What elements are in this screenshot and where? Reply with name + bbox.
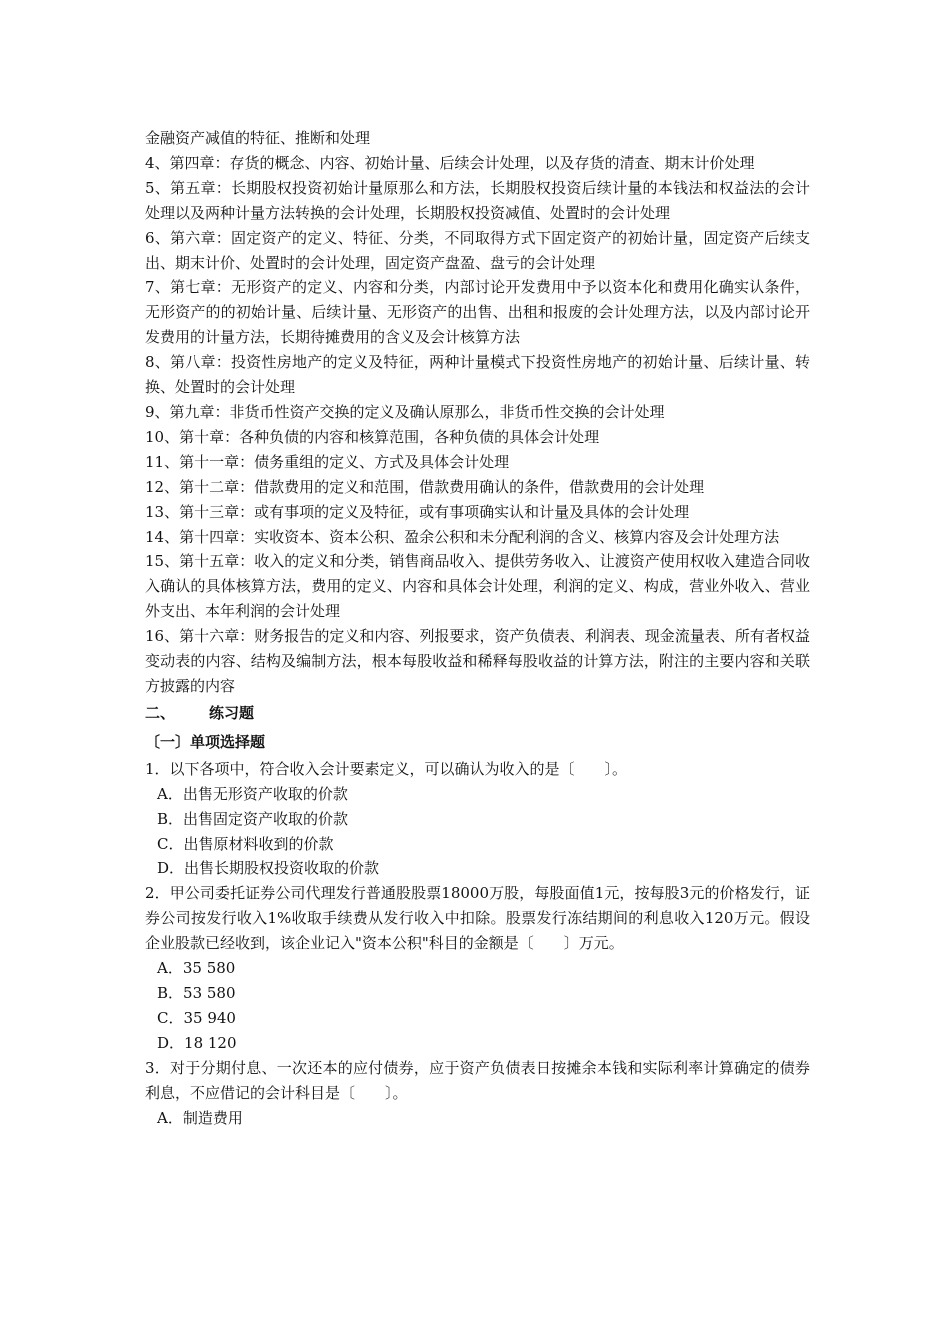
chapter-item: 14、第十四章：实收资本、资本公积、盈余公积和未分配利润的含义、核算内容及会计处理方法 xyxy=(145,527,780,546)
question-3 xyxy=(145,1056,810,1131)
section-number: 二、 xyxy=(145,703,176,722)
answer-option: D．18 120 xyxy=(157,1033,237,1052)
section-heading xyxy=(145,699,810,727)
question-2 xyxy=(145,881,810,1055)
chapter-item: 11、第十一章：债务重组的定义、方式及具体会计处理 xyxy=(145,452,510,471)
answer-option: B．出售固定资产收取的价款 xyxy=(157,809,349,828)
question-1 xyxy=(145,757,810,882)
section-title: 练习题 xyxy=(209,703,255,722)
chapter-item: 12、第十二章：借款费用的定义和范围，借款费用确认的条件，借款费用的会计处理 xyxy=(145,477,705,496)
document-page xyxy=(145,126,810,1130)
answer-option: D．出售长期股权投资收取的价款 xyxy=(157,859,380,878)
question-stem: 2．甲公司委托证券公司代理发行普通股股票18000万股，每股面值1元，按每股3元的价格发行，证券公司按发行收入1%收取手续费从发行收入中扣除。股票发行冻结期间的利息收入120万元。假设企业股款已经收到，该企业记入"资本公积"科目的金额是〔 〕万元。 xyxy=(145,884,810,953)
chapter-item: 9、第九章：非货币性资产交换的定义及确认原那么，非货币性交换的会计处理 xyxy=(145,402,665,421)
question-stem: 3．对于分期付息、一次还本的应付债券，应于资产负债表日按摊余本钱和实际利率计算确定的债券利息，不应借记的会计科目是〔 〕。 xyxy=(145,1058,810,1102)
chapter-item: 6、第六章：固定资产的定义、特征、分类，不同取得方式下固定资产的初始计量，固定资产后续支出、期末计价、处置时的会计处理，固定资产盘盈、盘亏的会计处理 xyxy=(145,228,810,272)
chapter-item: 13、第十三章：或有事项的定义及特征，或有事项确实认和计量及具体的会计处理 xyxy=(145,502,690,521)
answer-option: C．35 940 xyxy=(157,1008,236,1027)
subsection-heading: 〔一〕单项选择题 xyxy=(145,732,266,751)
chapter-list xyxy=(145,151,810,699)
answer-option: A．出售无形资产收取的价款 xyxy=(157,784,348,803)
answer-option: C．出售原材料收到的价款 xyxy=(157,834,334,853)
intro-tail: 金融资产减值的特征、推断和处理 xyxy=(145,129,371,147)
chapter-item: 5、第五章：长期股权投资初始计量原那么和方法，长期股权投资后续计量的本钱法和权益法的会计处理以及两种计量方法转换的会计处理，长期股权投资减值、处置时的会计处理 xyxy=(145,178,810,222)
answer-option: A．制造费用 xyxy=(157,1108,243,1127)
chapter-item: 4、第四章：存货的概念、内容、初始计量、后续会计处理，以及存货的清查、期末计价处理 xyxy=(145,153,755,172)
question-stem: 1．以下各项中，符合收入会计要素定义，可以确认为收入的是〔 〕。 xyxy=(145,759,628,778)
chapter-item: 8、第八章：投资性房地产的定义及特征，两种计量模式下投资性房地产的初始计量、后续计量、转换、处置时的会计处理 xyxy=(145,353,810,397)
chapter-item: 7、第七章：无形资产的定义、内容和分类，内部讨论开发费用中予以资本化和费用化确实认条件，无形资产的的初始计量、后续计量、无形资产的出售、出租和报废的会计处理方法，以及内部讨论开发费用的计量方法，长期待摊费用的含义及会计核算方法 xyxy=(145,278,810,347)
chapter-item: 15、第十五章：收入的定义和分类，销售商品收入、提供劳务收入、让渡资产使用权收入建造合同收入确认的具体核算方法，费用的定义、内容和具体会计处理，利润的定义、构成，营业外收入、营业外支出、本年利润的会计处理 xyxy=(145,552,810,621)
chapter-item: 16、第十六章：财务报告的定义和内容、列报要求，资产负债表、利润表、现金流量表、所有者权益变动表的内容、结构及编制方法，根本每股收益和稀释每股收益的计算方法，附注的主要内容和关联方披露的内容 xyxy=(145,627,810,695)
chapter-item: 10、第十章：各种负债的内容和核算范围，各种负债的具体会计处理 xyxy=(145,427,600,446)
answer-option: B．53 580 xyxy=(157,984,236,1002)
answer-option: A．35 580 xyxy=(157,959,236,978)
